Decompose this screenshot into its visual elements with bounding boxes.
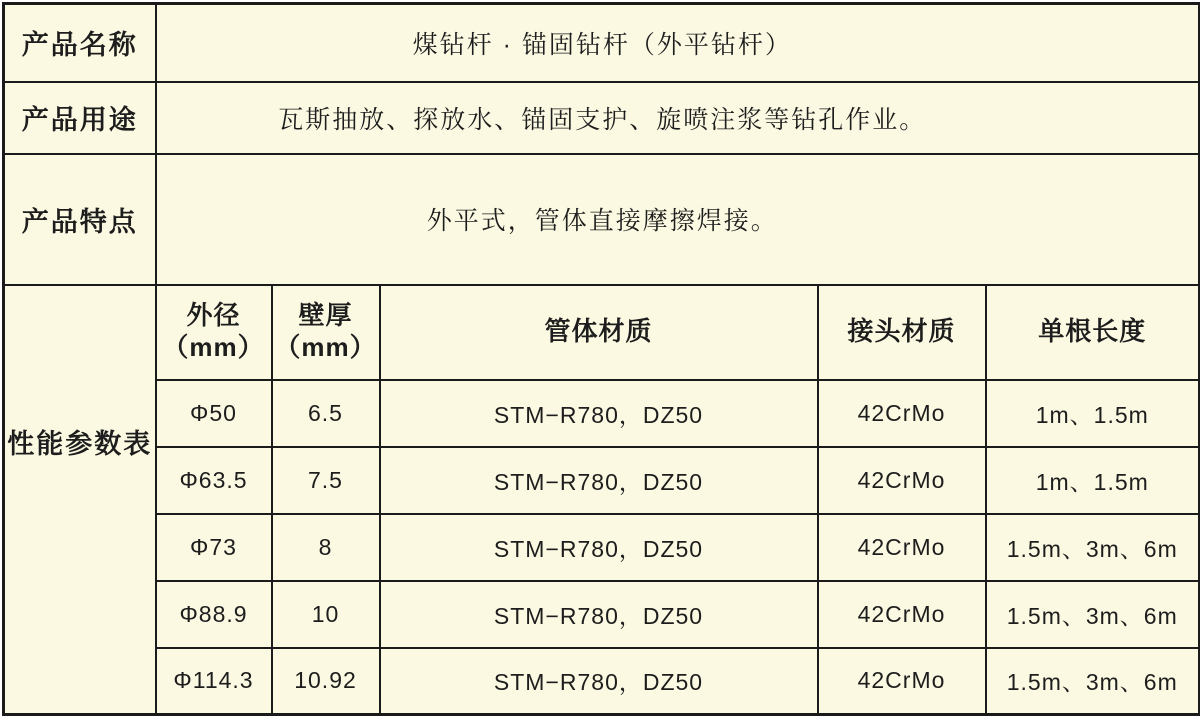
product-name-text: 煤钻杆 · 锚固钻杆（外平钻杆）: [156, 4, 1200, 82]
cell-body-material: STM−R780，DZ50: [380, 648, 818, 715]
header-wall-thickness-line2: （mm）: [274, 332, 377, 362]
row-label-product-features: 产品特点: [4, 154, 156, 285]
cell-wall-thickness: 8: [272, 514, 380, 581]
table-row: [4, 447, 1200, 514]
header-wall-thickness-line1: 壁厚: [298, 300, 353, 331]
cell-wall-thickness: 10.92: [272, 648, 380, 715]
table-row: [4, 4, 1200, 82]
header-wall-thickness: [272, 285, 380, 380]
cell-wall-thickness: 7.5: [272, 447, 380, 514]
cell-joint-material: 42CrMo: [818, 447, 986, 514]
cell-body-material: STM−R780，DZ50: [380, 581, 818, 648]
product-spec-table: [2, 2, 1200, 716]
cell-single-length: 1m、1.5m: [986, 447, 1200, 514]
row-label-product-name: 产品名称: [4, 4, 156, 82]
header-outer-diameter-line2: （mm）: [162, 332, 265, 362]
row-label-product-use: 产品用途: [4, 82, 156, 154]
cell-joint-material: 42CrMo: [818, 514, 986, 581]
cell-single-length: 1.5m、3m、6m: [986, 581, 1200, 648]
cell-joint-material: 42CrMo: [818, 380, 986, 447]
table-row: [4, 285, 1200, 380]
cell-joint-material: 42CrMo: [818, 648, 986, 715]
cell-body-material: STM−R780，DZ50: [380, 514, 818, 581]
header-joint-material: 接头材质: [818, 285, 986, 380]
cell-body-material: STM−R780，DZ50: [380, 380, 818, 447]
cell-outer-diameter: Φ63.5: [156, 447, 272, 514]
header-single-length: 单根长度: [986, 285, 1200, 380]
table-row: [4, 154, 1200, 285]
performance-params-label: 性能参数表: [7, 428, 153, 459]
table-row: [4, 648, 1200, 715]
table-row: [4, 380, 1200, 447]
cell-outer-diameter: Φ50: [156, 380, 272, 447]
cell-joint-material: 42CrMo: [818, 581, 986, 648]
table-row: [4, 82, 1200, 154]
row-label-performance-params: [4, 285, 156, 715]
cell-outer-diameter: Φ73: [156, 514, 272, 581]
cell-wall-thickness: 6.5: [272, 380, 380, 447]
cell-body-material: STM−R780，DZ50: [380, 447, 818, 514]
cell-single-length: 1m、1.5m: [986, 380, 1200, 447]
header-outer-diameter-line1: 外径: [186, 300, 241, 331]
product-use-text: 瓦斯抽放、探放水、锚固支护、旋喷注浆等钻孔作业。: [156, 82, 1200, 154]
cell-wall-thickness: 10: [272, 581, 380, 648]
header-outer-diameter: [156, 285, 272, 380]
product-features-text: 外平式，管体直接摩擦焊接。: [156, 154, 1200, 285]
table-row: [4, 581, 1200, 648]
cell-single-length: 1.5m、3m、6m: [986, 514, 1200, 581]
table-row: [4, 514, 1200, 581]
header-body-material: 管体材质: [380, 285, 818, 380]
cell-single-length: 1.5m、3m、6m: [986, 648, 1200, 715]
cell-outer-diameter: Φ114.3: [156, 648, 272, 715]
cell-outer-diameter: Φ88.9: [156, 581, 272, 648]
